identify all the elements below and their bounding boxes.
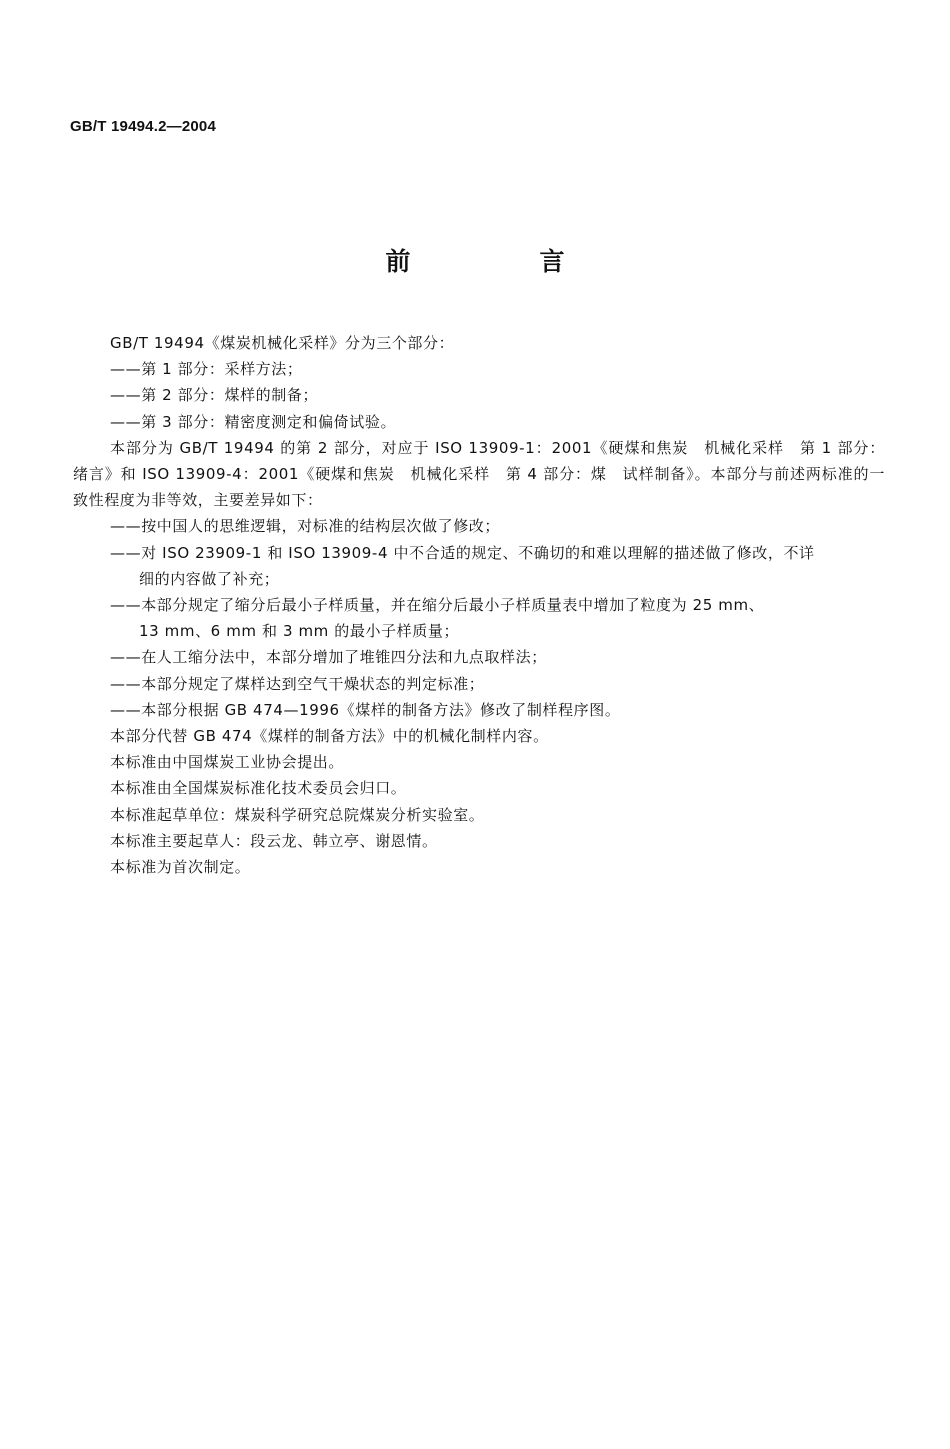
difference-item — [73, 513, 885, 539]
intro-paragraph: GB/T 19494《煤炭机械化采样》分为三个部分： — [110, 334, 455, 352]
proposed-by-paragraph: 本标准由中国煤炭工业协会提出。 — [110, 753, 345, 772]
difference-text: ——对 ISO 23909-1 和 ISO 13909-4 中不合适的规定、不确切的和难以理解的描述做了修改，不详 — [110, 543, 815, 562]
replaces-paragraph: 本部分代替 GB 474《煤样的制备方法》中的机械化制样内容。 — [110, 727, 549, 746]
difference-item — [73, 592, 885, 644]
managed-by-paragraph: 本标准由全国煤炭标准化技术委员会归口。 — [110, 779, 407, 798]
difference-text: ——按中国人的思维逻辑，对标准的结构层次做了修改； — [110, 517, 501, 536]
first-edition-paragraph: 本标准为首次制定。 — [110, 858, 251, 877]
page-title: 前 言 — [385, 247, 617, 276]
part-list-item: ——第 1 部分：采样方法； — [110, 360, 303, 379]
standard-code: GB/T 19494.2—2004 — [70, 118, 216, 135]
correspondence-paragraph: 本部分为 GB/T 19494 的第 2 部分，对应于 ISO 13909-1：2001《硬煤和焦炭 机械化采样 第 1 部分：绪言》和 ISO 13909-4：2001《硬煤和焦炭 机械化采样 第 4 部分：煤 试样制备》。本部分与前述两标准的一致性程度为非等效，主要差异如下： — [73, 438, 885, 510]
drafters-paragraph: 本标准主要起草人：段云龙、韩立亭、谢恩情。 — [110, 831, 438, 850]
difference-text: ——在人工缩分法中，本部分增加了堆锥四分法和九点取样法； — [110, 648, 547, 667]
part-list-item: ——第 2 部分：煤样的制备； — [110, 386, 319, 405]
part-list-item: ——第 3 部分：精密度测定和偏倚试验。 — [110, 412, 397, 431]
difference-item — [73, 697, 885, 723]
difference-item — [73, 671, 885, 697]
difference-text: ——本部分根据 GB 474—1996《煤样的制备方法》修改了制样程序图。 — [110, 700, 621, 719]
difference-item — [73, 644, 885, 670]
difference-text-continued: 13 mm、6 mm 和 3 mm 的最小子样质量； — [139, 622, 460, 641]
document-body — [73, 330, 885, 880]
difference-text: ——本部分规定了煤样达到空气干燥状态的判定标准； — [110, 674, 485, 693]
difference-item — [73, 540, 885, 592]
difference-text-continued: 细的内容做了补充； — [139, 569, 280, 588]
difference-text: ——本部分规定了缩分后最小子样质量，并在缩分后最小子样质量表中增加了粒度为 25 mm、 — [110, 596, 765, 615]
drafting-unit-paragraph: 本标准起草单位：煤炭科学研究总院煤炭分析实验室。 — [110, 805, 485, 824]
